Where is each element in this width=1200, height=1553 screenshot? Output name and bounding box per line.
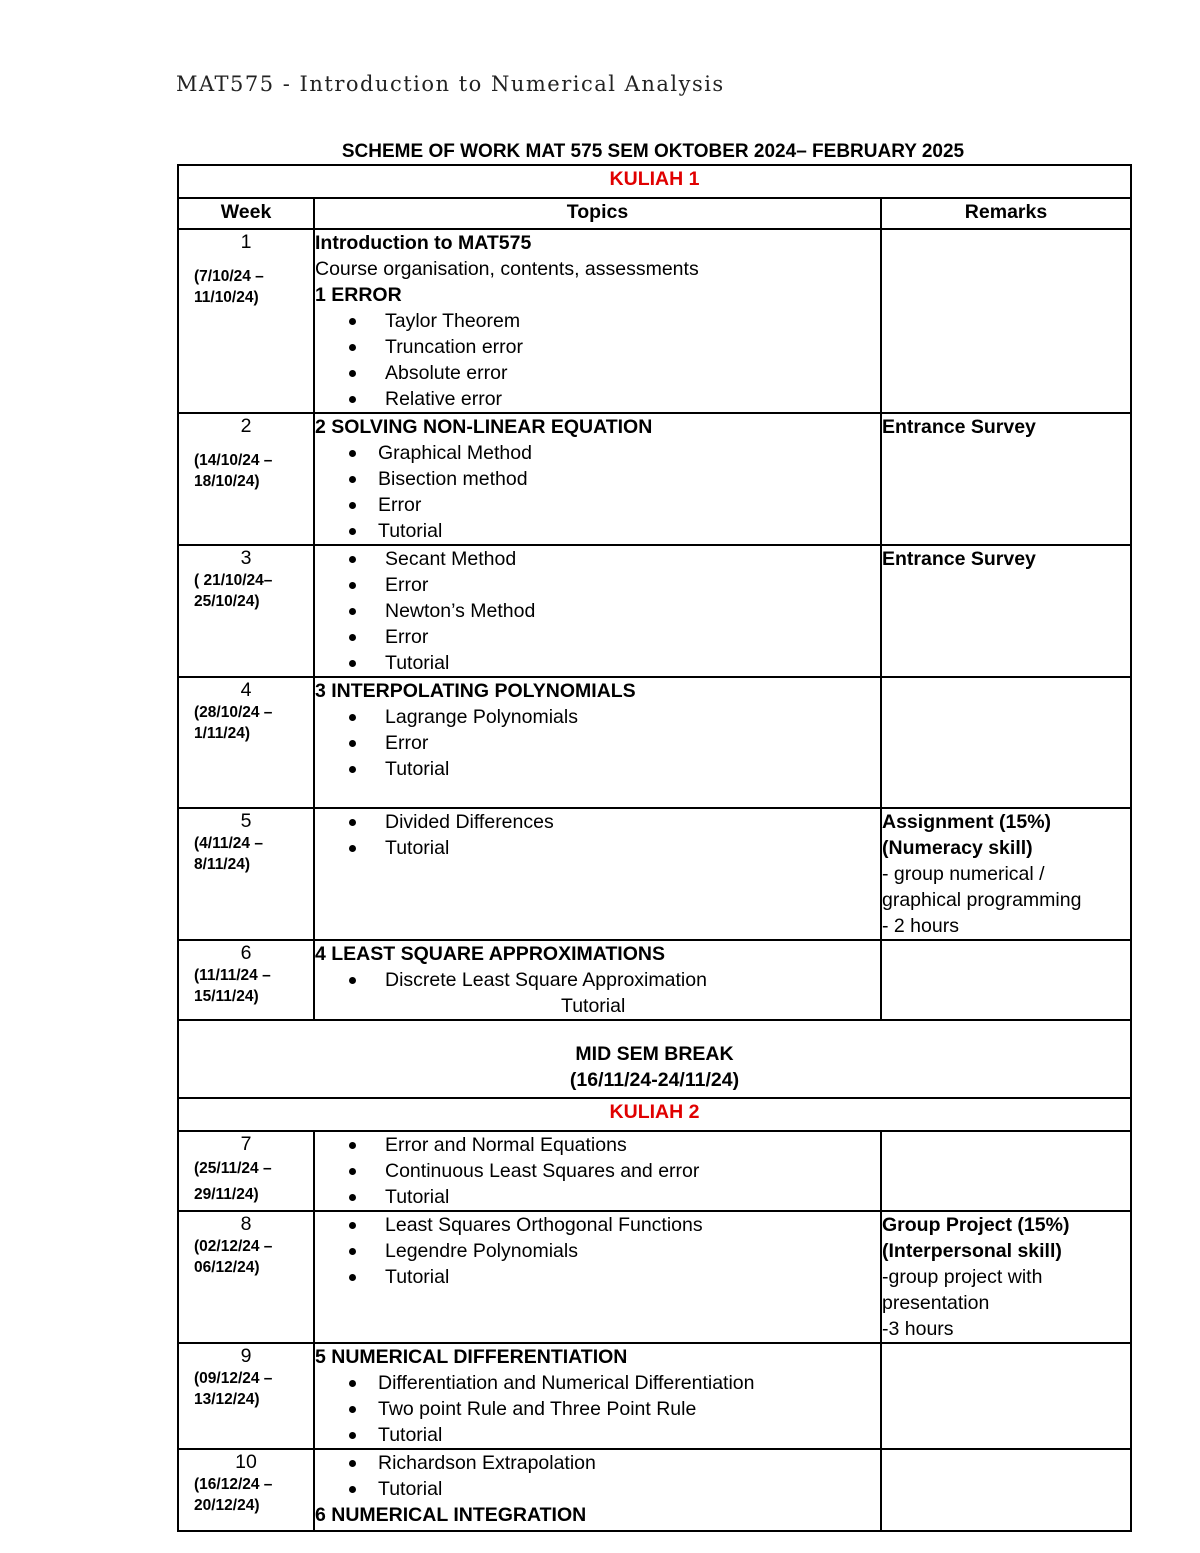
remarks-cell [881,545,1131,677]
week-number: 6 [240,942,252,964]
week-date-end: 29/11/24) [194,1186,259,1203]
week-cell [178,413,314,545]
remark-skill: (Numeracy skill) [882,837,1033,859]
topics-cell [314,229,881,413]
remarks-cell [881,677,1131,808]
week-number: 4 [240,679,252,701]
week-date-start: (28/10/24 – [194,704,273,721]
bullet-icon [349,450,356,457]
bullet-icon [349,845,356,852]
week-date-end: 13/12/24) [194,1391,260,1408]
list-item: Tutorial [315,1476,880,1502]
week-cell [178,940,314,1020]
bullet-icon [349,1194,356,1201]
bullet-icon [349,714,356,721]
list-item: Richardson Extrapolation [315,1450,880,1476]
remark-text: - group numerical / [882,863,1045,885]
week-date-start: (11/11/24 – [194,967,271,984]
topics-cell [314,545,881,677]
remark-title: Group Project (15%) [882,1214,1070,1236]
bullet-icon [349,634,356,641]
bullet-icon [349,660,356,667]
table-row [178,677,1131,808]
list-item: Error [315,730,880,756]
topics-cell [314,1343,881,1449]
table-row [178,413,1131,545]
remark-text: -group project with [882,1266,1043,1288]
remarks-cell [881,940,1131,1020]
remark-text: - 2 hours [882,915,959,937]
document-header: MAT575 - Introduction to Numerical Analysis [176,72,725,96]
column-header-remarks: Remarks [881,198,1131,229]
document-title: SCHEME OF WORK MAT 575 SEM OKTOBER 2024– FEBRUARY 2025 [341,141,965,162]
remark-text: -3 hours [882,1318,954,1340]
table-row [178,229,1131,413]
bullet-icon [349,476,356,483]
bullet-icon [349,1168,356,1175]
list-item: Error [315,572,880,598]
bullet-icon [349,1460,356,1467]
list-item: Truncation error [315,334,880,360]
list-item: Absolute error [315,360,880,386]
list-item: Tutorial [315,1264,880,1290]
week-date-end: 18/10/24) [194,473,260,490]
bullet-icon [349,608,356,615]
bullet-icon [349,1432,356,1439]
topic-title: Introduction to MAT575 [315,232,532,254]
list-item: Newton’s Method [315,598,880,624]
list-item: Discrete Least Square Approximation [315,967,880,993]
list-item: Two point Rule and Three Point Rule [315,1396,880,1422]
bullet-icon [349,370,356,377]
list-item: Error [315,492,880,518]
mid-sem-break-title: MID SEM BREAK [575,1043,734,1065]
bullet-icon [349,1142,356,1149]
remark-title: Assignment (15%) [882,811,1052,833]
topic-chapter: 2 SOLVING NON-LINEAR EQUATION [315,416,653,438]
week-cell [178,545,314,677]
list-item: Tutorial [315,1184,880,1210]
list-item: Secant Method [315,546,880,572]
remarks-cell [881,1343,1131,1449]
list-item: Least Squares Orthogonal Functions [315,1212,880,1238]
bullet-icon [349,396,356,403]
bullet-icon [349,977,356,984]
topics-cell [314,1449,881,1531]
table-row [178,1211,1131,1343]
week-cell [178,1131,314,1211]
week-date-start: ( 21/10/24– [194,572,273,589]
list-item: Tutorial [315,650,880,676]
week-number: 3 [240,547,252,569]
list-item: Error and Normal Equations [315,1132,880,1158]
remark-text: graphical programming [882,889,1082,911]
week-cell [178,677,314,808]
topic-chapter: 6 NUMERICAL INTEGRATION [315,1504,587,1526]
bullet-icon [349,740,356,747]
topic-chapter: 5 NUMERICAL DIFFERENTIATION [315,1346,628,1368]
list-item: Graphical Method [315,440,880,466]
remark-text: Entrance Survey [882,416,1036,438]
bullet-icon [349,318,356,325]
remark-text: presentation [882,1292,990,1314]
bullet-icon [349,1406,356,1413]
week-date-start: (14/10/24 – [194,452,273,469]
week-date-end: 20/12/24) [194,1497,260,1514]
topic-chapter: 3 INTERPOLATING POLYNOMIALS [315,680,636,702]
list-item: Tutorial [315,835,880,861]
list-item: Tutorial [315,1422,880,1448]
week-number: 7 [240,1133,252,1155]
topics-cell [314,413,881,545]
week-date-start: (02/12/24 – [194,1238,273,1255]
bullet-icon [349,1248,356,1255]
list-item: Legendre Polynomials [315,1238,880,1264]
table-row [178,808,1131,940]
week-date-end: 8/11/24) [194,856,251,873]
bullet-icon [349,502,356,509]
topics-cell [314,677,881,808]
list-item: Error [315,624,880,650]
list-item: Tutorial [315,756,880,782]
topic-chapter: 1 ERROR [315,284,402,306]
table-row [178,1449,1131,1531]
week-date-start: (7/10/24 – [194,268,264,285]
topic-chapter: 4 LEAST SQUARE APPROXIMATIONS [315,943,665,965]
bullet-icon [349,528,356,535]
topic-text: Tutorial [561,995,626,1017]
week-number: 9 [240,1345,252,1367]
week-date-end: 11/10/24) [194,289,259,306]
remarks-cell [881,808,1131,940]
remarks-cell [881,229,1131,413]
bullet-icon [349,1222,356,1229]
week-date-start: (16/12/24 – [194,1476,273,1493]
list-item: Taylor Theorem [315,308,880,334]
list-item: Differentiation and Numerical Differentiation [315,1370,880,1396]
week-date-start: (09/12/24 – [194,1370,273,1387]
topics-cell [314,1131,881,1211]
week-date-start: (4/11/24 – [194,835,263,852]
week-cell [178,1343,314,1449]
week-number: 10 [235,1451,257,1473]
list-item: Relative error [315,386,880,412]
topic-text: Course organisation, contents, assessments [315,258,699,280]
bullet-icon [349,1486,356,1493]
week-cell [178,1449,314,1531]
table-row [178,940,1131,1020]
remarks-cell [881,1211,1131,1343]
remarks-cell [881,1131,1131,1211]
remark-text: Entrance Survey [882,548,1036,570]
mid-sem-break-row [178,1020,1131,1098]
week-date-end: 25/10/24) [194,593,260,610]
week-number: 8 [240,1213,252,1235]
bullet-icon [349,819,356,826]
bullet-icon [349,556,356,563]
week-cell [178,808,314,940]
bullet-icon [349,1380,356,1387]
bullet-icon [349,1274,356,1281]
remarks-cell [881,413,1131,545]
list-item: Tutorial [315,518,880,544]
week-number: 1 [240,231,252,253]
week-date-start: (25/11/24 – [194,1160,272,1177]
kuliah-1-heading: KULIAH 1 [178,165,1131,198]
table-row [178,545,1131,677]
table-row [178,1131,1131,1211]
list-item: Bisection method [315,466,880,492]
column-header-topics: Topics [314,198,881,229]
list-item: Divided Differences [315,809,880,835]
remarks-cell [881,1449,1131,1531]
topics-cell [314,940,881,1020]
topics-cell [314,808,881,940]
list-item: Lagrange Polynomials [315,704,880,730]
topics-cell [314,1211,881,1343]
bullet-icon [349,344,356,351]
week-date-end: 1/11/24) [194,725,251,742]
list-item: Continuous Least Squares and error [315,1158,880,1184]
scheme-of-work-table [177,164,1132,1532]
mid-sem-break-dates: (16/11/24-24/11/24) [569,1069,740,1091]
week-cell [178,1211,314,1343]
mid-sem-break-cell [178,1020,1131,1098]
week-number: 2 [240,415,252,437]
column-header-week: Week [178,198,314,229]
table-row [178,1343,1131,1449]
kuliah-2-heading: KULIAH 2 [178,1098,1131,1131]
week-number: 5 [240,810,252,832]
week-date-end: 15/11/24) [194,988,259,1005]
week-cell [178,229,314,413]
week-date-end: 06/12/24) [194,1259,260,1276]
bullet-icon [349,766,356,773]
bullet-icon [349,582,356,589]
remark-skill: (Interpersonal skill) [882,1240,1062,1262]
